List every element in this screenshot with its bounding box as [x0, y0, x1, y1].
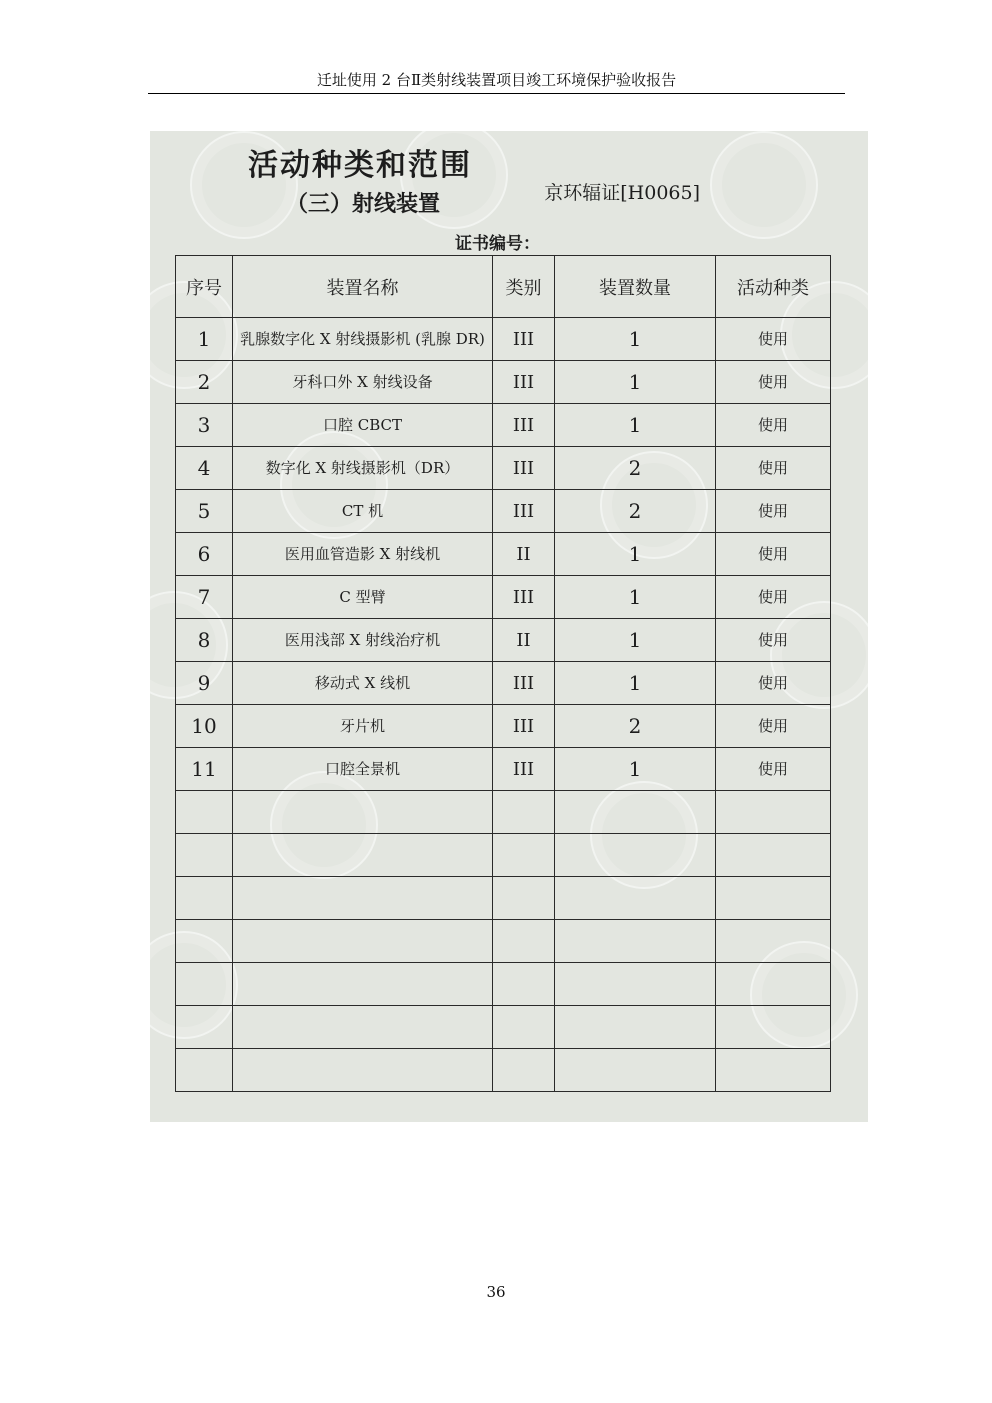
header-index: 序号 [176, 256, 233, 318]
row-index: 7 [176, 576, 233, 619]
row-activity: 使用 [716, 533, 831, 576]
empty-cell [176, 791, 233, 834]
row-class: III [493, 404, 555, 447]
row-activity: 使用 [716, 619, 831, 662]
row-class: III [493, 576, 555, 619]
row-index: 8 [176, 619, 233, 662]
row-device-name: 牙科口外 X 射线设备 [233, 361, 493, 404]
row-index: 9 [176, 662, 233, 705]
table-body [176, 318, 831, 1092]
row-class: III [493, 748, 555, 791]
empty-cell [493, 1006, 555, 1049]
row-count: 2 [555, 447, 716, 490]
row-index: 2 [176, 361, 233, 404]
empty-cell [233, 1006, 493, 1049]
empty-cell [176, 920, 233, 963]
row-count: 1 [555, 318, 716, 361]
table-row-empty [176, 834, 831, 877]
empty-cell [233, 877, 493, 920]
certificate-no-label: 证书编号： [455, 234, 540, 254]
device-table [175, 255, 831, 1092]
table-row [176, 447, 831, 490]
empty-cell [233, 1049, 493, 1092]
empty-cell [176, 1006, 233, 1049]
row-class: III [493, 705, 555, 748]
row-device-name: 医用血管造影 X 射线机 [233, 533, 493, 576]
row-index: 6 [176, 533, 233, 576]
header-activity: 活动种类 [716, 256, 831, 318]
empty-cell [176, 877, 233, 920]
table-row-empty [176, 1006, 831, 1049]
empty-cell [555, 1006, 716, 1049]
row-class: III [493, 662, 555, 705]
empty-cell [176, 834, 233, 877]
header-class: 类别 [493, 256, 555, 318]
row-activity: 使用 [716, 361, 831, 404]
page-number: 36 [486, 1283, 506, 1301]
row-index: 5 [176, 490, 233, 533]
header-device-name: 装置名称 [233, 256, 493, 318]
row-device-name: 医用浅部 X 射线治疗机 [233, 619, 493, 662]
empty-cell [493, 1049, 555, 1092]
table-row [176, 705, 831, 748]
empty-cell [716, 1049, 831, 1092]
row-device-name: C 型臂 [233, 576, 493, 619]
empty-cell [716, 877, 831, 920]
table-row-empty [176, 920, 831, 963]
row-class: III [493, 318, 555, 361]
table-row-empty [176, 1049, 831, 1092]
empty-cell [716, 920, 831, 963]
row-device-name: 数字化 X 射线摄影机（DR） [233, 447, 493, 490]
empty-cell [493, 920, 555, 963]
row-device-name: CT 机 [233, 490, 493, 533]
empty-cell [555, 791, 716, 834]
row-activity: 使用 [716, 404, 831, 447]
table-row-empty [176, 877, 831, 920]
table-row [176, 662, 831, 705]
empty-cell [555, 920, 716, 963]
row-index: 3 [176, 404, 233, 447]
empty-cell [555, 1049, 716, 1092]
row-count: 1 [555, 619, 716, 662]
header-count: 装置数量 [555, 256, 716, 318]
table-row [176, 533, 831, 576]
row-index: 1 [176, 318, 233, 361]
table-row [176, 619, 831, 662]
empty-cell [233, 963, 493, 1006]
table-row [176, 404, 831, 447]
row-activity: 使用 [716, 318, 831, 361]
table-row [176, 361, 831, 404]
row-index: 4 [176, 447, 233, 490]
row-count: 1 [555, 361, 716, 404]
row-count: 1 [555, 533, 716, 576]
table-header-row [176, 256, 831, 318]
empty-cell [176, 963, 233, 1006]
row-count: 1 [555, 748, 716, 791]
certificate-number: 京环辐证[H0065] [544, 182, 700, 204]
row-count: 2 [555, 705, 716, 748]
row-count: 2 [555, 490, 716, 533]
row-class: III [493, 447, 555, 490]
empty-cell [555, 834, 716, 877]
empty-cell [555, 963, 716, 1006]
row-activity: 使用 [716, 576, 831, 619]
empty-cell [716, 963, 831, 1006]
empty-cell [493, 834, 555, 877]
table-row [176, 318, 831, 361]
row-class: III [493, 361, 555, 404]
row-activity: 使用 [716, 490, 831, 533]
row-activity: 使用 [716, 447, 831, 490]
empty-cell [493, 877, 555, 920]
empty-cell [233, 834, 493, 877]
row-class: II [493, 533, 555, 576]
row-class: III [493, 490, 555, 533]
empty-cell [233, 791, 493, 834]
row-activity: 使用 [716, 748, 831, 791]
row-device-name: 乳腺数字化 X 射线摄影机 (乳腺 DR) [233, 318, 493, 361]
empty-cell [176, 1049, 233, 1092]
table-row-empty [176, 963, 831, 1006]
row-index: 11 [176, 748, 233, 791]
empty-cell [493, 791, 555, 834]
empty-cell [716, 791, 831, 834]
table-row [176, 576, 831, 619]
certificate-title: 活动种类和范围 [248, 148, 472, 183]
page-header: 迁址使用 2 台Ⅱ类射线装置项目竣工环境保护验收报告 [148, 70, 845, 94]
table-row [176, 490, 831, 533]
table-row-empty [176, 791, 831, 834]
row-count: 1 [555, 662, 716, 705]
row-activity: 使用 [716, 662, 831, 705]
empty-cell [555, 877, 716, 920]
empty-cell [716, 1006, 831, 1049]
row-activity: 使用 [716, 705, 831, 748]
watermark-seal [710, 131, 818, 239]
certificate-subtitle: （三）射线装置 [285, 192, 440, 217]
empty-cell [716, 834, 831, 877]
empty-cell [493, 963, 555, 1006]
row-count: 1 [555, 576, 716, 619]
row-index: 10 [176, 705, 233, 748]
row-device-name: 口腔全景机 [233, 748, 493, 791]
row-count: 1 [555, 404, 716, 447]
empty-cell [233, 920, 493, 963]
row-device-name: 口腔 CBCT [233, 404, 493, 447]
table-row [176, 748, 831, 791]
certificate-photo [150, 131, 868, 1122]
row-class: II [493, 619, 555, 662]
row-device-name: 牙片机 [233, 705, 493, 748]
row-device-name: 移动式 X 线机 [233, 662, 493, 705]
